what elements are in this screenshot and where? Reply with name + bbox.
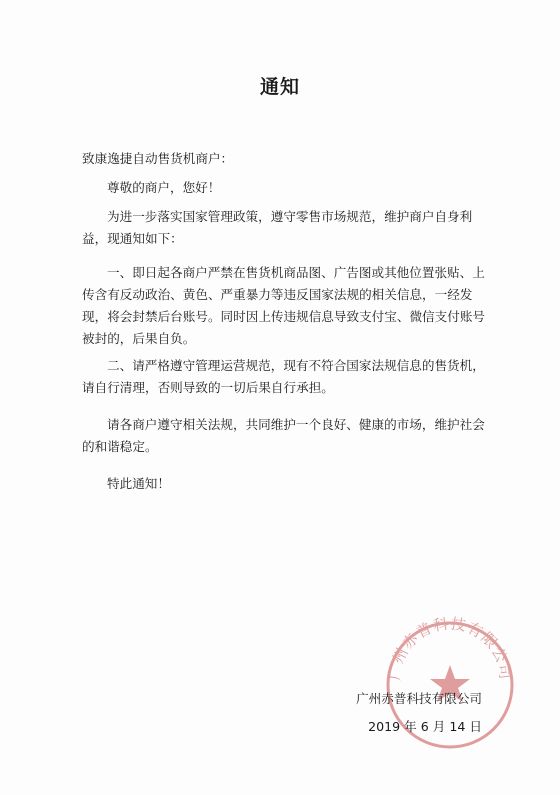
item-1-paragraph: 一、即日起各商户严禁在售货机商品图、广告图或其他位置张贴、上传含有反动政治、黄色、严重暴力等违反国家法规的相关信息，一经发现，将会封禁后台账号。同时因上传违规信息导致支付宝、微信支付账号被封的，后果自负。 bbox=[82, 265, 485, 346]
item-2-paragraph: 二、请严格遵守管理运营规范，现有不符合国家法规信息的售货机，请自行清理，否则导致的一切后果自行承担。 bbox=[82, 358, 485, 395]
greeting-line: 致康逸捷自动售货机商户： bbox=[82, 151, 234, 166]
salutation-paragraph: 尊敬的商户，您好！ bbox=[107, 180, 221, 195]
closing-request-paragraph: 请各商户遵守相关法规，共同维护一个良好、健康的市场，维护社会的和谐稳定。 bbox=[82, 417, 485, 454]
seal-text: 广州赤普科技有限公司 bbox=[385, 615, 515, 682]
signature-date: 2019 年 6 月 14 日 bbox=[368, 719, 482, 734]
signature-company: 广州赤普科技有限公司 bbox=[356, 691, 482, 706]
closing-line: 特此通知！ bbox=[107, 476, 170, 491]
document-title: 通知 bbox=[259, 76, 300, 98]
intro-paragraph: 为进一步落实国家管理政策，遵守零售市场规范，维护商户自身利益，现通知如下： bbox=[82, 209, 473, 246]
